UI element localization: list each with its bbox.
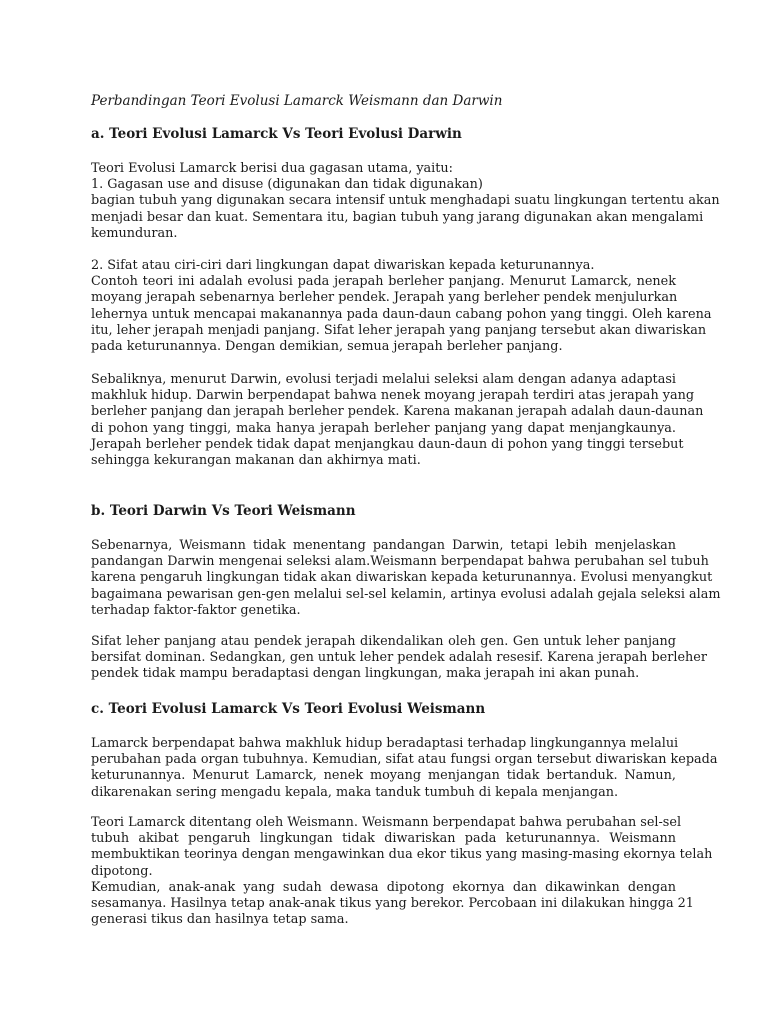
paragraph-line: Lamarck berpendapat bahwa makhluk hidup beradaptasi terhadap lingkungannya melalui (91, 736, 679, 751)
section-a-paragraph-3 (91, 372, 704, 469)
paragraph-line: di pohon yang tinggi, maka hanya jerapah berleher panjang yang dapat menjangkaunya. (91, 420, 676, 436)
paragraph-line: pandangan Darwin mengenai seleksi alam.Weismann berpendapat bahwa perubahan sel tubuh (91, 554, 709, 570)
paragraph-line: sehingga kekurangan makanan dan akhirnya mati. (91, 453, 421, 469)
paragraph-line: Sebaliknya, menurut Darwin, evolusi terjadi melalui seleksi alam dengan adanya adaptasi (91, 372, 676, 387)
section-c-paragraph-2 (91, 815, 713, 928)
paragraph-line: Contoh teori ini adalah evolusi pada jerapah berleher panjang. Menurut Lamarck, nenek (91, 274, 676, 290)
paragraph-line: tubuh akibat pengaruh lingkungan tidak diwariskan pada keturunannya. Weismann (91, 831, 676, 847)
paragraph-line: dikarenakan sering mengadu kepala, maka tanduk tumbuh di kepala menjangan. (91, 784, 619, 800)
section-a-paragraph-2 (91, 258, 712, 355)
paragraph-line: pendek tidak mampu beradaptasi dengan lingkungan, maka jerapah ini akan punah. (91, 666, 640, 682)
paragraph-line: generasi tikus dan hasilnya tetap sama. (91, 912, 349, 928)
paragraph-line: perubahan pada organ tubuhnya. Kemudian, sifat atau fungsi organ tersebut diwariskan kepada (91, 752, 718, 768)
paragraph-line: Teori Lamarck ditentang oleh Weismann. Weismann berpendapat bahwa perubahan sel-sel (91, 815, 682, 830)
section-a-paragraph-1 (91, 161, 720, 242)
section-b-paragraph-2 (91, 634, 707, 683)
paragraph-line: Jerapah berleher pendek tidak dapat menjangkau daun-daun di pohon yang tinggi tersebut (91, 436, 684, 452)
section-c-heading: c. Teori Evolusi Lamarck Vs Teori Evolusi Weismann (91, 701, 486, 717)
paragraph-line: bagaimana pewarisan gen-gen melalui sel-sel kelamin, artinya evolusi adalah gejala seleksi alam (91, 586, 721, 602)
section-b-paragraph-1 (91, 538, 721, 619)
paragraph-line: pada keturunannya. Dengan demikian, semua jerapah berleher panjang. (91, 339, 563, 355)
paragraph-line: makhluk hidup. Darwin berpendapat bahwa nenek moyang jerapah terdiri atas jerapah yang (91, 388, 695, 404)
paragraph-line: berleher panjang dan jerapah berleher pendek. Karena makanan jerapah adalah daun-daunan (91, 404, 704, 420)
paragraph-line: Kemudian, anak-anak yang sudah dewasa dipotong ekornya dan dikawinkan dengan (91, 879, 676, 895)
paragraph-line: 1. Gagasan use and disuse (digunakan dan tidak digunakan) (91, 177, 483, 193)
paragraph-line: bersifat dominan. Sedangkan, gen untuk leher pendek adalah resesif. Karena jerapah berleher (91, 650, 707, 666)
paragraph-line: moyang jerapah sebenarnya berleher pendek. Jerapah yang berleher pendek menjulurkan (91, 290, 678, 306)
paragraph-line: kemunduran. (91, 225, 178, 241)
paragraph-line: Sifat leher panjang atau pendek jerapah dikendalikan oleh gen. Gen untuk leher panjang (91, 634, 676, 649)
paragraph-line: 2. Sifat atau ciri-ciri dari lingkungan dapat diwariskan kepada keturunannya. (91, 258, 595, 273)
paragraph-line: membuktikan teorinya dengan mengawinkan dua ekor tikus yang masing-masing ekornya telah (91, 847, 713, 863)
section-b-heading: b. Teori Darwin Vs Teori Weismann (91, 503, 356, 519)
paragraph-line: keturunannya. Menurut Lamarck, nenek moyang menjangan tidak bertanduk. Namun, (91, 768, 676, 784)
paragraph-line: menjadi besar dan kuat. Sementara itu, bagian tubuh yang jarang digunakan akan mengalami (91, 209, 704, 225)
paragraph-line: terhadap faktor-faktor genetika. (91, 602, 301, 618)
paragraph-line: sesamanya. Hasilnya tetap anak-anak tikus yang berekor. Percobaan ini dilakukan hingga 21 (91, 896, 694, 912)
document-title: Perbandingan Teori Evolusi Lamarck Weismann dan Darwin (91, 93, 503, 109)
paragraph-line: itu, leher jerapah menjadi panjang. Sifat leher jerapah yang panjang tersebut akan diwariskan (91, 322, 707, 338)
paragraph-line: dipotong. (91, 863, 153, 879)
paragraph-line: bagian tubuh yang digunakan secara intensif untuk menghadapi suatu lingkungan tertentu akan (91, 193, 720, 209)
paragraph-line: Sebenarnya, Weismann tidak menentang pandangan Darwin, tetapi lebih menjelaskan (91, 538, 676, 553)
paragraph-line: lehernya untuk mencapai makanannya pada daun-daun cabang pohon yang tinggi. Oleh karena (91, 306, 712, 322)
paragraph-line: Teori Evolusi Lamarck berisi dua gagasan utama, yaitu: (91, 161, 453, 176)
section-c-paragraph-1 (91, 736, 718, 801)
paragraph-line: karena pengaruh lingkungan tidak akan diwariskan kepada keturunannya. Evolusi menyangkut (91, 570, 713, 586)
section-a-heading: a. Teori Evolusi Lamarck Vs Teori Evolusi Darwin (91, 126, 462, 142)
